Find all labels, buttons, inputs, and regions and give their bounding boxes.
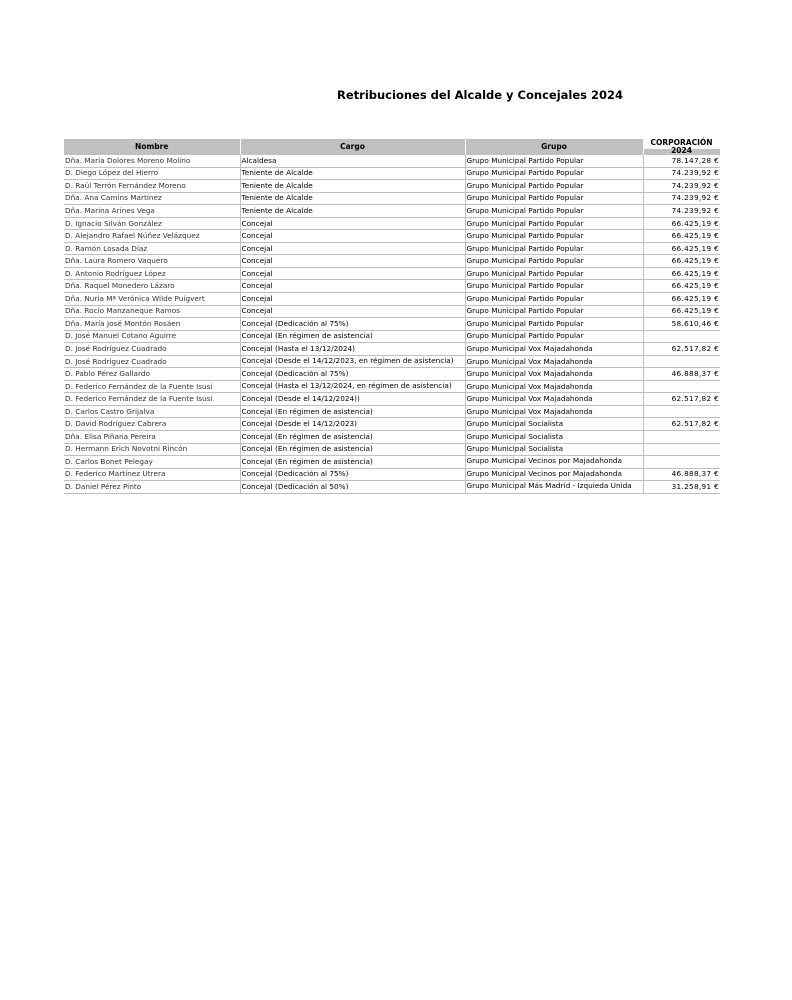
cell-nombre <box>64 343 240 356</box>
cell-cargo <box>240 267 465 280</box>
cell-grupo-text: Grupo Municipal Socialista <box>466 419 564 429</box>
cell-grupo-text: Grupo Municipal Partido Popular <box>466 231 584 241</box>
cell-cargo-text: Teniente de Alcalde <box>241 180 313 190</box>
cell-grupo <box>465 380 643 393</box>
cell-cargo-text: Concejal <box>241 218 273 228</box>
cell-grupo-text: Grupo Municipal Vecinos por Majadahonda <box>466 456 623 466</box>
table-row <box>64 405 720 418</box>
table-row <box>64 418 720 431</box>
cell-nombre-text: D. José Rodríguez Cuadrado <box>65 343 167 353</box>
cell-cargo-text: Teniente de Alcalde <box>241 205 313 215</box>
cell-cargo <box>240 318 465 331</box>
cell-cargo <box>240 192 465 205</box>
cell-cargo-text: Concejal (Desde el 14/12/2023, en régimen de asistencia) <box>241 355 454 365</box>
cell-importe <box>643 368 720 381</box>
cell-grupo-text: Grupo Municipal Partido Popular <box>466 168 584 178</box>
cell-grupo-text: Grupo Municipal Partido Popular <box>466 193 584 203</box>
cell-cargo-text: Teniente de Alcalde <box>241 193 313 203</box>
cell-cargo-text: Concejal (Dedicación al 75%) <box>241 469 349 479</box>
cell-importe-text: 66.425,19 € <box>671 256 719 266</box>
cell-nombre <box>64 405 240 418</box>
cell-grupo-text: Grupo Municipal Partido Popular <box>466 281 584 291</box>
cell-cargo-text: Concejal <box>241 243 273 253</box>
cell-cargo-text: Teniente de Alcalde <box>241 168 313 178</box>
cell-grupo <box>465 468 643 481</box>
cell-importe <box>643 405 720 418</box>
table-row <box>64 380 720 393</box>
cell-cargo <box>240 405 465 418</box>
cell-cargo <box>240 443 465 456</box>
cell-importe-text: 74.239,92 € <box>671 180 719 190</box>
table-row <box>64 318 720 331</box>
cell-grupo-text: Grupo Municipal Vox Majadahonda <box>466 381 593 391</box>
cell-cargo <box>240 456 465 469</box>
cell-grupo-text: Grupo Municipal Partido Popular <box>466 293 584 303</box>
table-row <box>64 192 720 205</box>
cell-grupo-text: Grupo Municipal Vox Majadahonda <box>466 406 593 416</box>
table-row <box>64 293 720 306</box>
cell-nombre-text: Dña. María Dolores Moreno Molino <box>65 155 191 165</box>
cell-nombre <box>64 330 240 343</box>
cell-nombre-text: D. Raúl Terrón Fernández Moreno <box>65 180 186 190</box>
cell-nombre <box>64 280 240 293</box>
cell-nombre <box>64 481 240 494</box>
cell-cargo-text: Alcaldesa <box>241 155 277 165</box>
cell-grupo <box>465 192 643 205</box>
cell-cargo <box>240 431 465 444</box>
cell-cargo-text: Concejal (Dedicación al 75%) <box>241 369 349 379</box>
cell-grupo <box>465 205 643 218</box>
table-row <box>64 205 720 218</box>
cell-grupo-text: Grupo Municipal Partido Popular <box>466 256 584 266</box>
table-row <box>64 456 720 469</box>
cell-grupo-text: Grupo Municipal Partido Popular <box>466 205 584 215</box>
cell-importe <box>643 355 720 368</box>
cell-grupo <box>465 481 643 494</box>
cell-grupo-text: Grupo Municipal Partido Popular <box>466 218 584 228</box>
cell-importe-text: 66.425,19 € <box>671 306 719 316</box>
cell-grupo-text: Grupo Municipal Partido Popular <box>466 331 584 341</box>
cell-nombre <box>64 242 240 255</box>
cell-grupo <box>465 393 643 406</box>
cell-cargo-text: Concejal (En régimen de asistencia) <box>241 431 373 441</box>
cell-importe <box>643 380 720 393</box>
cell-nombre-text: D. Ignacio Silván González <box>65 218 162 228</box>
cell-importe <box>643 293 720 306</box>
header-corporacion <box>643 139 720 155</box>
cell-grupo <box>465 305 643 318</box>
cell-nombre-text: D. José Manuel Cotano Aguirre <box>65 331 177 341</box>
cell-nombre <box>64 318 240 331</box>
cell-cargo <box>240 343 465 356</box>
cell-grupo <box>465 431 643 444</box>
cell-importe <box>643 481 720 494</box>
cell-importe <box>643 192 720 205</box>
cell-importe <box>643 267 720 280</box>
cell-grupo-text: Grupo Municipal Vox Majadahonda <box>466 356 593 366</box>
cell-nombre <box>64 443 240 456</box>
cell-nombre <box>64 393 240 406</box>
header-nombre: Nombre <box>64 139 240 155</box>
cell-grupo-text: Grupo Municipal Partido Popular <box>466 155 584 165</box>
table-header-row <box>64 139 720 155</box>
cell-nombre-text: D. Hermann Erich Novotni Rincón <box>65 444 188 454</box>
cell-importe <box>643 418 720 431</box>
header-corporacion-line1: CORPORACIÓN <box>650 138 713 147</box>
cell-cargo <box>240 180 465 193</box>
cell-importe-text: 62.517,82 € <box>671 419 719 429</box>
cell-nombre <box>64 355 240 368</box>
cell-grupo <box>465 418 643 431</box>
cell-nombre-text: Dña. Laura Romero Vaquero <box>65 256 168 266</box>
cell-nombre-text: D. Ramón Losada Díaz <box>65 243 148 253</box>
cell-cargo-text: Concejal <box>241 281 273 291</box>
cell-nombre-text: D. Antonio Rodríguez López <box>65 268 166 278</box>
cell-cargo-text: Concejal <box>241 293 273 303</box>
cell-importe-text: 66.425,19 € <box>671 293 719 303</box>
cell-cargo <box>240 330 465 343</box>
cell-cargo <box>240 305 465 318</box>
cell-grupo-text: Grupo Municipal Socialista <box>466 431 564 441</box>
cell-grupo-text: Grupo Municipal Socialista <box>466 444 564 454</box>
cell-cargo <box>240 242 465 255</box>
cell-cargo <box>240 155 465 167</box>
table-row <box>64 255 720 268</box>
cell-importe <box>643 330 720 343</box>
cell-cargo <box>240 280 465 293</box>
cell-grupo <box>465 180 643 193</box>
header-corporacion-line2: 2024 <box>671 146 692 155</box>
cell-cargo <box>240 418 465 431</box>
cell-cargo <box>240 380 465 393</box>
table-row <box>64 481 720 494</box>
cell-importe-text: 66.425,19 € <box>671 243 719 253</box>
table-row <box>64 267 720 280</box>
cell-grupo-text: Grupo Municipal Vecinos por Majadahonda <box>466 468 623 478</box>
cell-grupo-text: Grupo Municipal Partido Popular <box>466 268 584 278</box>
table-row <box>64 468 720 481</box>
cell-grupo-text: Grupo Municipal Más Madrid - Izquieda Unida <box>466 481 632 491</box>
cell-grupo <box>465 318 643 331</box>
cell-importe-text: 46.888,37 € <box>671 469 719 479</box>
cell-nombre <box>64 217 240 230</box>
cell-importe <box>643 205 720 218</box>
cell-grupo <box>465 242 643 255</box>
cell-importe-text: 46.888,37 € <box>671 369 719 379</box>
cell-cargo <box>240 255 465 268</box>
table-row <box>64 230 720 243</box>
cell-importe <box>643 393 720 406</box>
cell-grupo-text: Grupo Municipal Partido Popular <box>466 180 584 190</box>
cell-nombre <box>64 180 240 193</box>
cell-nombre-text: D. David Rodríguez Cabrera <box>65 419 167 429</box>
cell-importe-text: 58.610,46 € <box>671 318 719 328</box>
header-cargo: Cargo <box>240 139 465 155</box>
cell-importe <box>643 180 720 193</box>
cell-importe <box>643 318 720 331</box>
cell-grupo <box>465 368 643 381</box>
cell-cargo-text: Concejal <box>241 268 273 278</box>
cell-nombre <box>64 456 240 469</box>
table-row <box>64 167 720 180</box>
table-row <box>64 368 720 381</box>
cell-nombre-text: D. Alejandro Rafael Núñez Velázquez <box>65 231 200 241</box>
cell-grupo-text: Grupo Municipal Vox Majadahonda <box>466 394 593 404</box>
cell-cargo <box>240 481 465 494</box>
cell-nombre <box>64 305 240 318</box>
cell-cargo-text: Concejal <box>241 256 273 266</box>
cell-nombre-text: D. Carlos Castro Grijalva <box>65 406 155 416</box>
cell-importe-text: 66.425,19 € <box>671 218 719 228</box>
cell-nombre <box>64 293 240 306</box>
cell-nombre-text: Dña. Raquel Monedero Lázaro <box>65 281 175 291</box>
cell-cargo-text: Concejal (En régimen de asistencia) <box>241 406 373 416</box>
cell-cargo-text: Concejal (Dedicación al 50%) <box>241 481 349 491</box>
cell-importe-text: 74.239,92 € <box>671 205 719 215</box>
table-row <box>64 343 720 356</box>
cell-nombre-text: Dña. Rocío Manzaneque Ramos <box>65 306 181 316</box>
table-row <box>64 330 720 343</box>
cell-nombre-text: D. Daniel Pérez Pinto <box>65 481 142 491</box>
table-row <box>64 431 720 444</box>
cell-nombre-text: Dña. Ana Camins Martínez <box>65 193 162 203</box>
table-row <box>64 443 720 456</box>
cell-importe-text: 66.425,19 € <box>671 231 719 241</box>
cell-importe <box>643 280 720 293</box>
cell-importe <box>643 305 720 318</box>
cell-nombre <box>64 205 240 218</box>
cell-cargo-text: Concejal (En régimen de asistencia) <box>241 456 373 466</box>
cell-importe <box>643 255 720 268</box>
cell-cargo-text: Concejal (Desde el 14/12/2023) <box>241 419 357 429</box>
header-grupo: Grupo <box>465 139 643 155</box>
cell-grupo <box>465 280 643 293</box>
cell-importe-text: 66.425,19 € <box>671 268 719 278</box>
cell-importe <box>643 167 720 180</box>
cell-nombre <box>64 468 240 481</box>
table-row <box>64 305 720 318</box>
cell-nombre-text: D. Federico Fernández de la Fuente Isusi <box>65 381 213 391</box>
cell-cargo-text: Concejal (En régimen de asistencia) <box>241 331 373 341</box>
cell-grupo <box>465 255 643 268</box>
cell-cargo-text: Concejal (Hasta el 13/12/2024, en régimen de asistencia) <box>241 380 452 390</box>
cell-cargo-text: Concejal (Hasta el 13/12/2024) <box>241 343 356 353</box>
cell-nombre-text: D. Carlos Bonet Pelegay <box>65 456 153 466</box>
cell-nombre <box>64 267 240 280</box>
cell-importe-text: 31.258,91 € <box>671 481 719 491</box>
cell-importe <box>643 456 720 469</box>
cell-nombre <box>64 368 240 381</box>
cell-cargo-text: Concejal <box>241 231 273 241</box>
cell-nombre-text: Dña. María José Montón Rosáen <box>65 318 181 328</box>
cell-importe <box>643 468 720 481</box>
cell-nombre <box>64 418 240 431</box>
cell-nombre-text: D. Federico Martínez Utrera <box>65 469 166 479</box>
cell-importe <box>643 343 720 356</box>
cell-cargo <box>240 355 465 368</box>
cell-nombre <box>64 230 240 243</box>
cell-cargo <box>240 230 465 243</box>
cell-cargo-text: Concejal (En régimen de asistencia) <box>241 444 373 454</box>
cell-cargo-text: Concejal (Dedicación al 75%) <box>241 318 349 328</box>
cell-grupo <box>465 155 643 167</box>
cell-cargo <box>240 217 465 230</box>
cell-nombre-text: D. Pablo Pérez Gallardo <box>65 369 150 379</box>
cell-grupo-text: Grupo Municipal Vox Majadahonda <box>466 369 593 379</box>
cell-importe <box>643 431 720 444</box>
cell-importe <box>643 217 720 230</box>
cell-nombre <box>64 255 240 268</box>
table-row <box>64 217 720 230</box>
cell-importe <box>643 155 720 167</box>
cell-grupo-text: Grupo Municipal Partido Popular <box>466 306 584 316</box>
cell-importe <box>643 230 720 243</box>
cell-nombre <box>64 380 240 393</box>
cell-importe-text: 74.239,92 € <box>671 168 719 178</box>
table-row <box>64 180 720 193</box>
cell-importe-text: 62.517,82 € <box>671 343 719 353</box>
cell-cargo <box>240 468 465 481</box>
cell-nombre-text: Dña. Marina Arines Vega <box>65 205 155 215</box>
cell-importe-text: 66.425,19 € <box>671 281 719 291</box>
cell-cargo <box>240 368 465 381</box>
table-row <box>64 155 720 167</box>
cell-grupo-text: Grupo Municipal Vox Majadahonda <box>466 343 593 353</box>
cell-nombre-text: Dña. Elisa Piñana Pereira <box>65 431 156 441</box>
cell-grupo <box>465 405 643 418</box>
cell-importe-text: 62.517,82 € <box>671 394 719 404</box>
cell-grupo <box>465 217 643 230</box>
cell-nombre-text: D. Federico Fernández de la Fuente Isusi <box>65 394 213 404</box>
table-row <box>64 242 720 255</box>
table-row <box>64 355 720 368</box>
cell-cargo-text: Concejal <box>241 306 273 316</box>
cell-nombre <box>64 167 240 180</box>
cell-nombre-text: D. Diego López del Hierro <box>65 168 159 178</box>
cell-importe-text: 74.239,92 € <box>671 193 719 203</box>
cell-cargo-text: Concejal (Desde el 14/12/2024)) <box>241 394 360 404</box>
cell-grupo <box>465 167 643 180</box>
cell-grupo <box>465 443 643 456</box>
cell-grupo <box>465 343 643 356</box>
cell-cargo <box>240 205 465 218</box>
cell-importe <box>643 242 720 255</box>
cell-cargo <box>240 167 465 180</box>
cell-cargo <box>240 393 465 406</box>
cell-importe <box>643 443 720 456</box>
cell-grupo-text: Grupo Municipal Partido Popular <box>466 318 584 328</box>
cell-grupo <box>465 456 643 469</box>
cell-nombre-text: Dña. Nuria Mª Verónica Wilde Puigvert <box>65 293 205 303</box>
cell-nombre <box>64 155 240 167</box>
table-row <box>64 280 720 293</box>
table-row <box>64 393 720 406</box>
cell-grupo <box>465 355 643 368</box>
cell-grupo <box>465 293 643 306</box>
cell-cargo <box>240 293 465 306</box>
cell-grupo <box>465 230 643 243</box>
document-title: Retribuciones del Alcalde y Concejales 2024 <box>337 88 623 102</box>
cell-nombre <box>64 431 240 444</box>
cell-grupo-text: Grupo Municipal Partido Popular <box>466 243 584 253</box>
cell-importe-text: 78.147,28 € <box>671 155 719 165</box>
retribuciones-table <box>64 139 721 494</box>
cell-grupo <box>465 330 643 343</box>
cell-nombre <box>64 192 240 205</box>
cell-grupo <box>465 267 643 280</box>
cell-nombre-text: D. José Rodríguez Cuadrado <box>65 356 167 366</box>
